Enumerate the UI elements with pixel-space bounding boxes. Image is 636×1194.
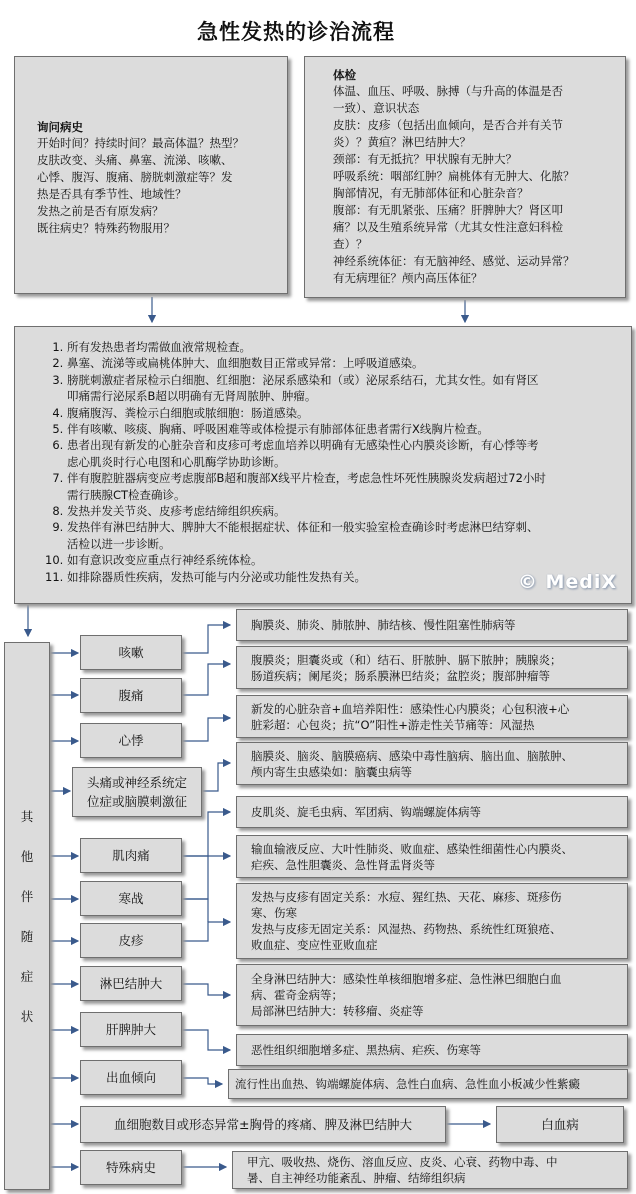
- symptom-special-history: 特殊病史: [80, 1150, 182, 1185]
- side-label-char: 伴: [20, 889, 34, 904]
- result-lymphadenopathy: 全身淋巴结肿大：感染性单核细胞增多症、急性淋巴细胞白血 病、霍奇金病等； 局部淋巴结肿大：转移瘤、炎症等: [236, 964, 628, 1026]
- side-label-char: 随: [20, 929, 34, 944]
- exam-line: 痛？以及生殖系统异常（尤其女性注意妇科检: [333, 220, 563, 234]
- workup-steps-box: [14, 326, 632, 604]
- history-line: 发热之前是否有原发病？: [37, 204, 164, 218]
- exam-line: 呼吸系统：咽部红肿？扁桃体有无肿大、化脓？: [333, 169, 575, 183]
- symptom-lymphadenopathy: 淋巴结肿大: [80, 966, 182, 1001]
- symptom-rash: 皮疹: [80, 923, 182, 958]
- workup-step: 8. 发热并发关节炎、皮疹考虑结缔组织疾病。: [67, 503, 625, 519]
- result-bleeding: 流行性出血热、钩端螺旋体病、急性白血病、急性血小板减少性紫癜: [228, 1069, 628, 1099]
- workup-step: 2. 鼻塞、流涕等或扁桃体肿大、血细胞数目正常或异常：上呼吸道感染。: [67, 355, 625, 371]
- result-myalgia: 皮肌炎、旋毛虫病、军团病、钩端螺旋体病等: [236, 796, 628, 828]
- symptom-abdominal-pain: 腹痛: [80, 678, 182, 713]
- history-heading: 询问病史: [37, 120, 83, 134]
- side-label-char: 状: [20, 1009, 34, 1024]
- symptom-chills: 寒战: [80, 881, 182, 916]
- workup-step: 7. 伴有腹腔脏器病变应考虑腹部B超和腹部X线平片检查，考虑急性坏死性胰腺炎发病超过72小时 需行胰腺CT检查确诊。: [67, 470, 625, 503]
- workup-step: 9. 发热伴有淋巴结肿大、脾肿大不能根据症状、体征和一般实验室检查确诊时考虑淋巴结穿刺、 活检以进一步诊断。: [67, 519, 625, 552]
- result-rash: 发热与皮疹有固定关系：水痘、猩红热、天花、麻疹、斑疹伤 寒、伤寒 发热与皮疹无固定关系：风湿热、药物热、系统性红斑狼疮、 败血症、变应性亚败血症: [236, 883, 628, 959]
- workup-steps-list: [29, 339, 625, 585]
- history-line: 开始时间？持续时间？最高体温？热型？: [37, 136, 244, 150]
- side-label-char: 症: [20, 969, 34, 984]
- symptom-bleeding: 出血倾向: [80, 1060, 182, 1095]
- exam-line: 腹部：有无肌紧张、压痛？肝脾肿大？肾区叩: [333, 203, 563, 217]
- page-title: 急性发热的诊治流程: [197, 20, 395, 44]
- symptom-headache: 头痛或神经系统定位症或脑膜刺激征: [72, 767, 202, 817]
- result-cough: 胸膜炎、肺炎、肺脓肿、肺结核、慢性阻塞性肺病等: [236, 609, 628, 641]
- result-special-history: 甲亢、吸收热、烧伤、溶血反应、皮炎、心衰、药物中毒、中 暑、自主神经功能紊乱、肿瘤、结缔组织病: [232, 1151, 628, 1189]
- result-headache: 脑膜炎、脑炎、脑膜癌病、感染中毒性脑病、脑出血、脑脓肿、 颅内寄生虫感染如：脑囊虫病等: [236, 742, 628, 785]
- exam-line: 神经系统体征：有无脑神经、感觉、运动异常？: [333, 254, 575, 268]
- exam-box: [304, 56, 626, 298]
- side-label-char: 其: [20, 809, 34, 824]
- exam-line: 皮肤：皮疹（包括出血倾向，是否合并有关节: [333, 118, 563, 132]
- workup-step: 4. 腹痛腹泻、粪检示白细胞或脓细胞：肠道感染。: [67, 405, 625, 421]
- workup-step: 5. 伴有咳嗽、咳痰、胸痛、呼吸困难等或体检提示有肺部体征患者需行X线胸片检查。: [67, 421, 625, 437]
- symptom-hepatosplenomegaly: 肝脾肿大: [80, 1012, 182, 1047]
- symptom-palpitation: 心悸: [80, 723, 182, 758]
- result-abdominal-pain: 腹膜炎；胆囊炎或（和）结石、肝脓肿、膈下脓肿；胰腺炎； 肠道疾病；阑尾炎；肠系膜淋巴结炎；盆腔炎；腹部肿瘤等: [236, 646, 628, 689]
- exam-line: 有无病理征？颅内高压体征？: [333, 271, 483, 285]
- exam-line: 一致）、意识状态: [333, 101, 420, 115]
- result-hepatosplenomegaly: 恶性组织细胞增多症、黑热病、疟疾、伤寒等: [236, 1034, 628, 1066]
- result-leukemia: 白血病: [496, 1106, 624, 1143]
- history-box: [14, 56, 288, 294]
- symptom-cough: 咳嗽: [80, 635, 182, 670]
- history-line: 热是否具有季节性、地域性？: [37, 187, 187, 201]
- history-line: 既往病史？特殊药物服用？: [37, 221, 175, 235]
- symptom-blood-abnormality: 血细胞数目或形态异常±胸骨的疼痛、脾及淋巴结肿大: [80, 1106, 446, 1143]
- exam-line: 炎）？黄疸？淋巴结肿大？: [333, 135, 471, 149]
- result-chills: 输血输液反应、大叶性肺炎、败血症、感染性细菌性心内膜炎、 疟疾、急性胆囊炎、急性肾盂肾炎等: [236, 835, 628, 878]
- exam-line: 胸部情况，有无肺部体征和心脏杂音？: [333, 186, 529, 200]
- workup-step: 1. 所有发热患者均需做血液常规检查。: [67, 339, 625, 355]
- medix-watermark: © MediX: [517, 571, 617, 593]
- result-palpitation: 新发的心脏杂音+血培养阳性：感染性心内膜炎；心包积液+心 脏彩超：心包炎；抗“O”阳性+游走性关节痛等：风湿热: [236, 695, 628, 738]
- exam-line: 颈部：有无抵抗？甲状腺有无肿大？: [333, 152, 517, 166]
- workup-step: 6. 患者出现有新发的心脏杂音和皮疹可考虑血培养以明确有无感染性心内膜炎诊断，有心悸等考 虑心肌炎时行心电图和心肌酶学协助诊断。: [67, 437, 625, 470]
- symptom-myalgia: 肌肉痛: [80, 838, 182, 873]
- workup-step: 10. 如有意识改变应重点行神经系统体检。: [67, 552, 625, 568]
- history-line: 心悸、腹泻、腹痛、膀胱刺激症等？发: [37, 170, 233, 184]
- history-line: 皮肤改变、头痛、鼻塞、流涕、咳嗽、: [37, 153, 233, 167]
- exam-line: 体温、血压、呼吸、脉搏（与升高的体温是否: [333, 84, 563, 98]
- side-label-char: 他: [20, 849, 34, 864]
- exam-line: 查）？: [333, 237, 368, 251]
- workup-step: 3. 膀胱刺激症者尿检示白细胞、红细胞：泌尿系感染和（或）泌尿系结石，尤其女性。如有肾区 叩痛需行泌尿系B超以明确有无肾周脓肿、肿瘤。: [67, 372, 625, 405]
- exam-heading: 体检: [333, 68, 356, 82]
- workup-step: 11. 如排除器质性疾病，发热可能与内分泌或功能性发热有关。: [67, 569, 625, 585]
- other-symptoms-label: [4, 642, 50, 1190]
